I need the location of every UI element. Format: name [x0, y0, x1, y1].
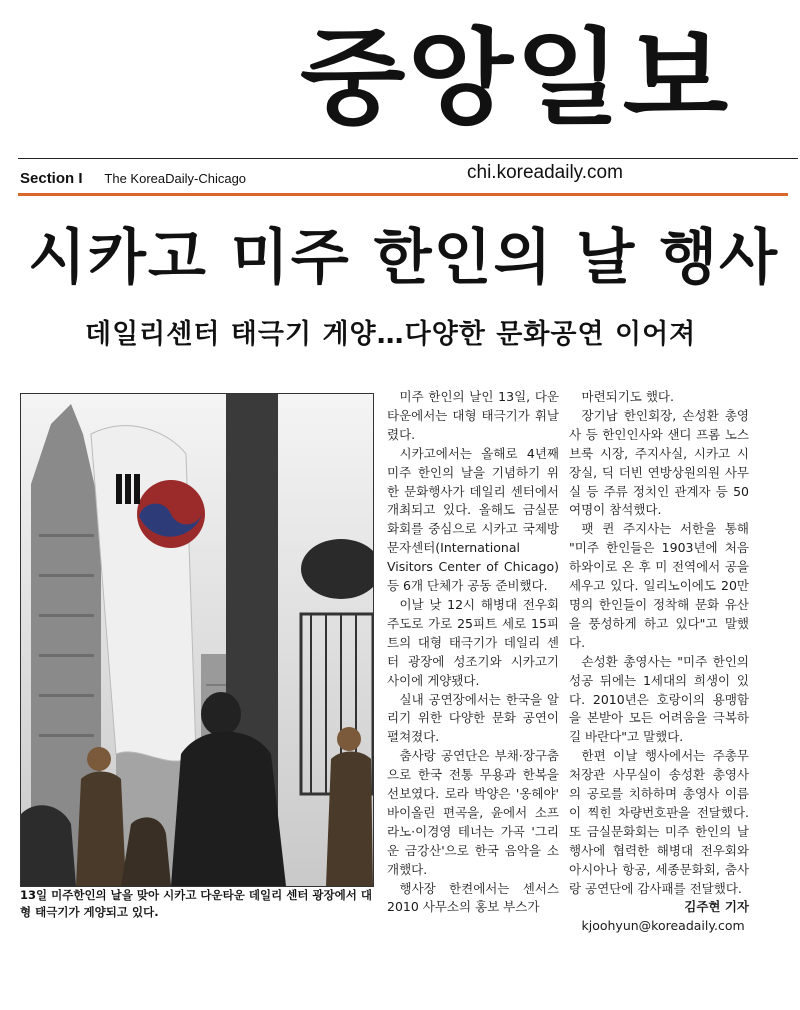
article-photo [20, 393, 374, 887]
paragraph: 행사장 한켠에서는 센서스 2010 사무소의 홍보 부스가 [387, 880, 559, 915]
article-column-1 [387, 388, 559, 917]
paragraph: 마련되기도 했다. [581, 389, 674, 404]
author-email[interactable]: kjoohyun@koreadaily.com [581, 918, 745, 934]
photo-caption: 13일 미주한인의 날을 맞아 시카고 다운타운 데일리 센터 광장에서 대형 태극기가 게양되고 있다. [20, 888, 372, 919]
article-column-2 [569, 388, 749, 936]
site-url[interactable]: chi.koreadaily.com [467, 162, 623, 183]
subheadline: 데일리센터 태극기 게양…다양한 문화공연 이어져 [85, 319, 697, 350]
publication-name: The KoreaDaily-Chicago [104, 171, 247, 186]
paragraph: 실내 공연장에서는 한국을 알리기 위한 다양한 문화 공연이 펼쳐졌다. [387, 691, 559, 745]
flag-raising-photo [21, 394, 373, 886]
paragraph: 한편 이날 행사에서는 주총무처장관 사무실이 송성환 총영사의 공로를 치하하며 총영사 이름이 찍힌 차량번호판을 전달했다. 또 금실문화회는 미주 한인의 날 행사에 협력한 해병대 전우회와 아시아나 항공, 세종문화회, 춤사랑 공연단에 감사패를 전달했다. [569, 748, 749, 896]
paragraph: 미주 한인의 날인 13일, 다운타운에서는 대형 태극기가 휘날렸다. [387, 389, 559, 442]
headline: 시카고 미주 한인의 날 행사 [28, 223, 780, 293]
byline: 김주현 기자 [684, 899, 749, 915]
paragraph: 시카고에서는 올해로 4년째 미주 한인의 날을 기념하기 위한 문화행사가 데일리 센터에서 개최되고 있다. 올해도 금실문화회를 중심으로 시카고 국제방문자센터(International Visitors Center of Chicago) 등 6개 단체가 공동 준비했다. [387, 445, 559, 594]
masthead-logo: 중앙일보 [300, 17, 731, 139]
paragraph: 춤사랑 공연단은 부채·장구춤으로 한국 전통 무용과 한복을 선보였다. 로라 박양은 '옹헤야' 바이올린 편곡을, 윤에서 소프라노·이경영 테너는 가곡 '그리운 금강산'으로 한국 음악을 소개했다. [387, 748, 559, 877]
section-label: Section I [20, 170, 83, 187]
paragraph: 이날 낮 12시 해병대 전우회 주도로 가로 25피트 세로 15피트의 대형 태극기가 데일리 센터 광장에 성조기와 시카고기 사이에 게양됐다. [387, 596, 559, 688]
paragraph: 장기남 한인회장, 손성환 총영사 등 한인인사와 샌디 프롬 노스브룩 시장, 주지사실, 시카고 시장실, 딕 더빈 연방상원의원 사무실 등 주류 정치인 관계자 등 50여명이 참석했다. [569, 407, 749, 518]
paragraph: 손성환 총영사는 "미주 한인의 성공 뒤에는 1세대의 희생이 있다. 2010년은 호랑이의 용맹함을 본받아 모든 어려움을 극복하길 바란다"고 말했다. [569, 653, 749, 745]
top-rule [18, 158, 798, 159]
paragraph: 팻 퀸 주지사는 서한을 통해 "미주 한인들은 1903년에 처음 하와이로 온 후 미 전역에서 공을 세우고 있다. 일리노이에도 20만명의 한인들이 정착해 문화 유산을 풍성하게 하고 있다"고 말했다. [569, 521, 749, 650]
section-bar [20, 170, 246, 187]
orange-rule [18, 193, 788, 196]
